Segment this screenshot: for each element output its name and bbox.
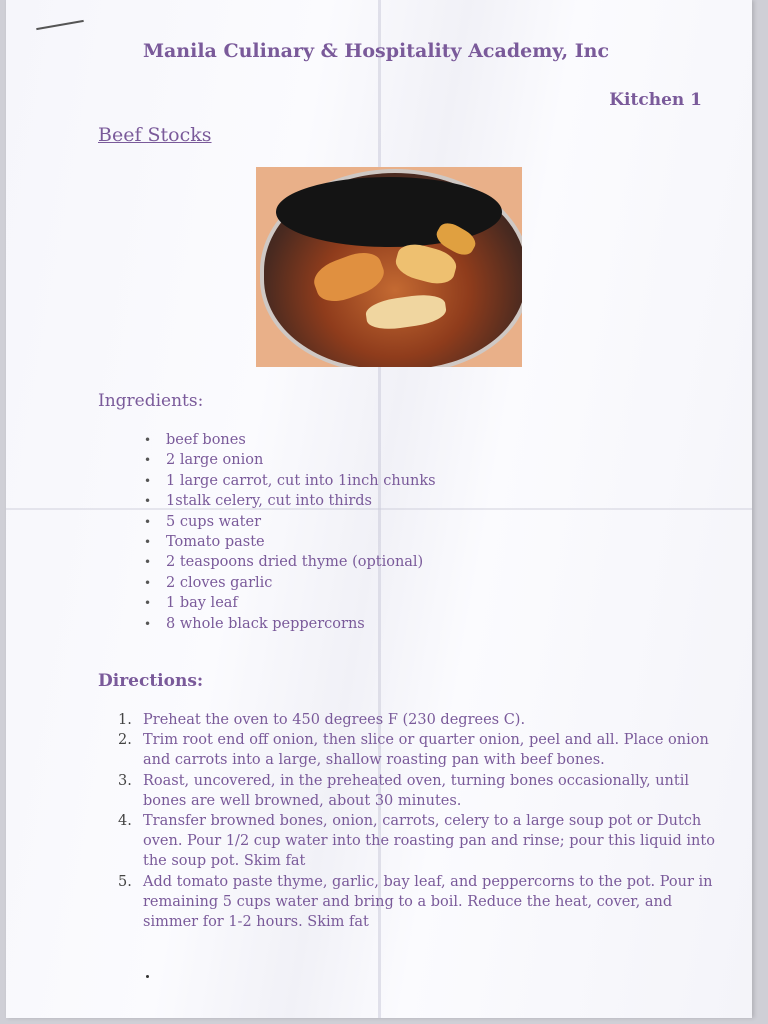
directions-list bbox=[118, 710, 718, 932]
step-text: Add tomato paste thyme, garlic, bay leaf, and peppercorns to the pot. Pour in remaining 5 cups water and bring to a boil. Reduce the heat, cover, and simmer for 1-2 hours. Skim fat bbox=[143, 873, 713, 931]
direction-step bbox=[118, 811, 718, 872]
step-text: Roast, uncovered, in the preheated oven, turning bones occasionally, until bones are well browned, about 30 minutes. bbox=[143, 772, 689, 809]
direction-step bbox=[118, 872, 718, 933]
ingredient-item: • 1stalk celery, cut into thirds bbox=[138, 491, 436, 511]
ingredient-item: • 2 large onion bbox=[138, 450, 436, 470]
ingredient-item: • beef bones bbox=[138, 430, 436, 450]
ingredient-item: • 1 large carrot, cut into 1inch chunks bbox=[138, 471, 436, 491]
ingredient-item: • 1 bay leaf bbox=[138, 593, 436, 613]
step-text: Transfer browned bones, onion, carrots, celery to a large soup pot or Dutch oven. Pour 1/2 cup water into the roasting pan and rinse; pour this liquid into the soup pot. Skim fat bbox=[143, 813, 715, 870]
stock-pot-photo bbox=[256, 167, 522, 367]
ingredients-heading: Ingredients: bbox=[98, 391, 204, 411]
ingredient-item: • Tomato paste bbox=[138, 532, 436, 552]
kitchen-label: Kitchen 1 bbox=[609, 90, 702, 110]
directions-heading: Directions: bbox=[98, 671, 204, 691]
step-text: Preheat the oven to 450 degrees F (230 degrees C). bbox=[143, 712, 526, 728]
ingredient-item: • 2 cloves garlic bbox=[138, 573, 436, 593]
step-number: 4. bbox=[118, 813, 132, 830]
stray-dot bbox=[146, 975, 149, 978]
recipe-title: Beef Stocks bbox=[98, 124, 212, 146]
ingredients-list bbox=[138, 430, 436, 634]
school-title: Manila Culinary & Hospitality Academy, Inc bbox=[142, 40, 610, 62]
step-text: Trim root end off onion, then slice or quarter onion, peel and all. Place onion and carrots into a large, shallow roasting pan with beef bones. bbox=[143, 732, 709, 769]
direction-step bbox=[118, 710, 718, 730]
ingredient-item: • 5 cups water bbox=[138, 512, 436, 532]
step-number: 2. bbox=[118, 732, 132, 749]
paper-sheet bbox=[6, 0, 752, 1018]
direction-step bbox=[118, 730, 718, 770]
ingredient-item: • 2 teaspoons dried thyme (optional) bbox=[138, 552, 436, 572]
direction-step bbox=[118, 771, 718, 811]
pen-mark bbox=[36, 20, 84, 30]
step-number: 3. bbox=[118, 772, 132, 789]
step-number: 1. bbox=[118, 712, 132, 728]
step-number: 5. bbox=[118, 873, 132, 890]
ingredient-item: • 8 whole black peppercorns bbox=[138, 614, 436, 634]
